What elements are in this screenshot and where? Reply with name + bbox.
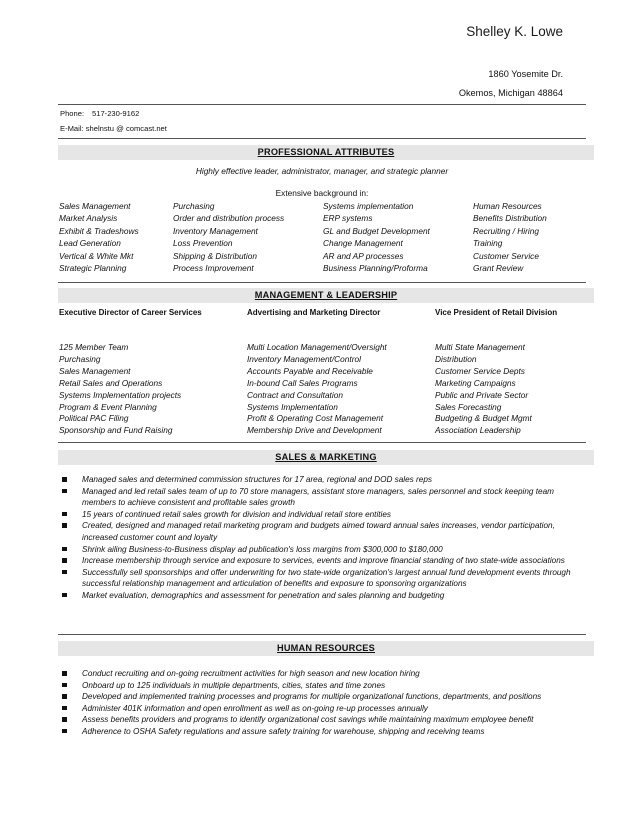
management-item: 125 Member Team bbox=[59, 342, 129, 352]
attribute-item: Process Improvement bbox=[173, 263, 254, 274]
list-item: Adherence to OSHA Safety regulations and assure safety training for warehouse, shipping and receiving teams bbox=[62, 726, 582, 738]
attribute-item: Inventory Management bbox=[173, 225, 258, 236]
attribute-item: Benefits Distribution bbox=[473, 213, 547, 224]
attribute-item: Training bbox=[473, 238, 503, 249]
section-heading-hr: HUMAN RESOURCES bbox=[58, 641, 594, 656]
attribute-item: AR and AP processes bbox=[323, 250, 404, 261]
management-item: Profit & Operating Cost Management bbox=[247, 413, 384, 424]
bullet-icon bbox=[62, 477, 67, 482]
attributes-subheading: Extensive background in: bbox=[275, 188, 369, 198]
sales-list bbox=[62, 474, 582, 602]
divider bbox=[58, 634, 586, 635]
role-title: Executive Director of Career Services bbox=[59, 308, 202, 317]
attribute-item: Shipping & Distribution bbox=[173, 250, 257, 261]
list-item: Assess benefits providers and programs to identify organizational cost savings while maintaining maximum employee benefit bbox=[62, 714, 582, 726]
list-item: Managed and led retail sales team of up to 70 store managers, assistant store managers, sales personnel and stock keeping team members to achieve consistent and profitable sales growth bbox=[62, 486, 582, 509]
list-item: Managed sales and determined commission structures for 17 area, regional and DOD sales reps bbox=[62, 474, 582, 486]
management-item: Budgeting & Budget Mgmt bbox=[435, 413, 532, 424]
management-item: Sales Management bbox=[59, 365, 131, 376]
attribute-item: Sales Management bbox=[59, 201, 131, 211]
attributes-column-2 bbox=[173, 200, 284, 274]
bullet-icon bbox=[62, 512, 67, 517]
management-item: Purchasing bbox=[59, 353, 101, 364]
phone-line bbox=[60, 109, 139, 118]
list-item: Administer 401K information and open enrollment as well as on-going re-up processes annually bbox=[62, 703, 582, 715]
bullet-icon bbox=[62, 706, 67, 711]
list-item: Shrink ailing Business-to-Business display ad publication's loss margins from $300,000 to $180,000 bbox=[62, 544, 582, 556]
management-item: Public and Private Sector bbox=[435, 389, 529, 400]
role-title: Vice President of Retail Division bbox=[435, 308, 558, 317]
divider bbox=[58, 104, 586, 105]
list-item: Developed and implemented training processes and programs for multiple organizational functions, departments, and positions bbox=[62, 691, 582, 703]
role-title: Advertising and Marketing Director bbox=[247, 308, 381, 317]
attributes-column-1 bbox=[59, 200, 139, 274]
bullet-icon bbox=[62, 671, 67, 676]
management-column-1 bbox=[59, 342, 181, 437]
management-column-2 bbox=[247, 342, 387, 437]
management-column-3 bbox=[435, 342, 532, 437]
list-item: Successfully sell sponsorships and offer underwriting for two state-wide organization's largest annual fund development events through successful relationship management and articulation of benefits and exposure to sponsoring organizations bbox=[62, 567, 582, 590]
bullet-icon bbox=[62, 729, 67, 734]
email-line: E-Mail: shelnstu @ comcast.net bbox=[60, 124, 167, 133]
candidate-name: Shelley K. Lowe bbox=[466, 24, 563, 39]
attribute-item: Change Management bbox=[323, 238, 403, 249]
bullet-icon bbox=[62, 489, 67, 494]
management-item: Systems Implementation bbox=[247, 401, 338, 412]
list-item: 15 years of continued retail sales growth for division and individual retail store entities bbox=[62, 509, 582, 521]
management-item: Customer Service Depts bbox=[435, 365, 525, 376]
management-item: Distribution bbox=[435, 353, 477, 364]
bullet-icon bbox=[62, 694, 67, 699]
attributes-intro: Highly effective leader, administrator, manager, and strategic planner bbox=[195, 166, 449, 176]
attribute-item: Lead Generation bbox=[59, 238, 121, 249]
attribute-item: ERP systems bbox=[323, 213, 373, 224]
management-item: Multi State Management bbox=[435, 342, 525, 352]
section-heading-sales: SALES & MARKETING bbox=[58, 450, 594, 465]
management-item: Membership Drive and Development bbox=[247, 425, 382, 436]
bullet-icon bbox=[62, 570, 67, 575]
management-item: Marketing Campaigns bbox=[435, 377, 516, 388]
attribute-item: Customer Service bbox=[473, 250, 539, 261]
management-item: Contract and Consultation bbox=[247, 389, 343, 400]
management-item: In-bound Call Sales Programs bbox=[247, 377, 358, 388]
divider bbox=[58, 442, 586, 443]
list-item: Market evaluation, demographics and assessment for penetration and sales planning and budgeting bbox=[62, 590, 582, 602]
bullet-icon bbox=[62, 558, 67, 563]
attribute-item: Systems implementation bbox=[323, 201, 414, 211]
management-item: Inventory Management/Control bbox=[247, 353, 361, 364]
attribute-item: Strategic Planning bbox=[59, 263, 127, 274]
attribute-item: GL and Budget Development bbox=[323, 225, 430, 236]
attributes-column-4 bbox=[473, 200, 547, 274]
attribute-item: Exhibit & Tradeshows bbox=[59, 225, 139, 236]
divider bbox=[58, 282, 586, 283]
attribute-item: Recruiting / Hiring bbox=[473, 225, 539, 236]
management-item: Systems Implementation projects bbox=[59, 389, 182, 400]
attribute-item: Business Planning/Proforma bbox=[323, 263, 428, 274]
list-item: Onboard up to 125 individuals in multiple departments, cities, states and time zones bbox=[62, 680, 582, 692]
divider bbox=[58, 138, 586, 139]
management-item: Retail Sales and Operations bbox=[59, 377, 163, 388]
attribute-item: Purchasing bbox=[173, 201, 215, 211]
attribute-item: Loss Prevention bbox=[173, 238, 233, 249]
management-item: Association Leadership bbox=[435, 425, 521, 436]
section-heading-management: MANAGEMENT & LEADERSHIP bbox=[58, 288, 594, 303]
attribute-item: Grant Review bbox=[473, 263, 524, 274]
phone-label: Phone: bbox=[60, 109, 85, 118]
management-item: Political PAC Filing bbox=[59, 413, 129, 424]
attributes-column-3 bbox=[323, 200, 430, 274]
phone-number: 517-230-9162 bbox=[92, 109, 140, 118]
address-line-1: 1860 Yosemite Dr. bbox=[488, 69, 563, 79]
management-item: Sponsorship and Fund Raising bbox=[59, 425, 173, 436]
hr-list bbox=[62, 668, 582, 738]
attribute-item: Human Resources bbox=[473, 201, 542, 211]
attribute-item: Market Analysis bbox=[59, 213, 118, 224]
list-item: Conduct recruiting and on-going recruitment activities for high season and new location hiring bbox=[62, 668, 582, 680]
management-item: Sales Forecasting bbox=[435, 401, 502, 412]
attribute-item: Vertical & White Mkt bbox=[59, 250, 134, 261]
bullet-icon bbox=[62, 523, 67, 528]
address-line-2: Okemos, Michigan 48864 bbox=[458, 88, 563, 98]
bullet-icon bbox=[62, 717, 67, 722]
section-heading-attributes: PROFESSIONAL ATTRIBUTES bbox=[58, 145, 594, 160]
management-item: Accounts Payable and Receivable bbox=[247, 365, 373, 376]
bullet-icon bbox=[62, 593, 67, 598]
management-item: Multi Location Management/Oversight bbox=[247, 342, 387, 352]
list-item: Created, designed and managed retail marketing program and budgets aimed toward annual sales increases, vendor participation, increased customer count and loyalty bbox=[62, 520, 582, 543]
list-item: Increase membership through service and exposure to services, events and improve financial standing of two state-wide associations bbox=[62, 555, 582, 567]
management-item: Program & Event Planning bbox=[59, 401, 157, 412]
attribute-item: Order and distribution process bbox=[173, 213, 285, 224]
bullet-icon bbox=[62, 547, 67, 552]
bullet-icon bbox=[62, 683, 67, 688]
